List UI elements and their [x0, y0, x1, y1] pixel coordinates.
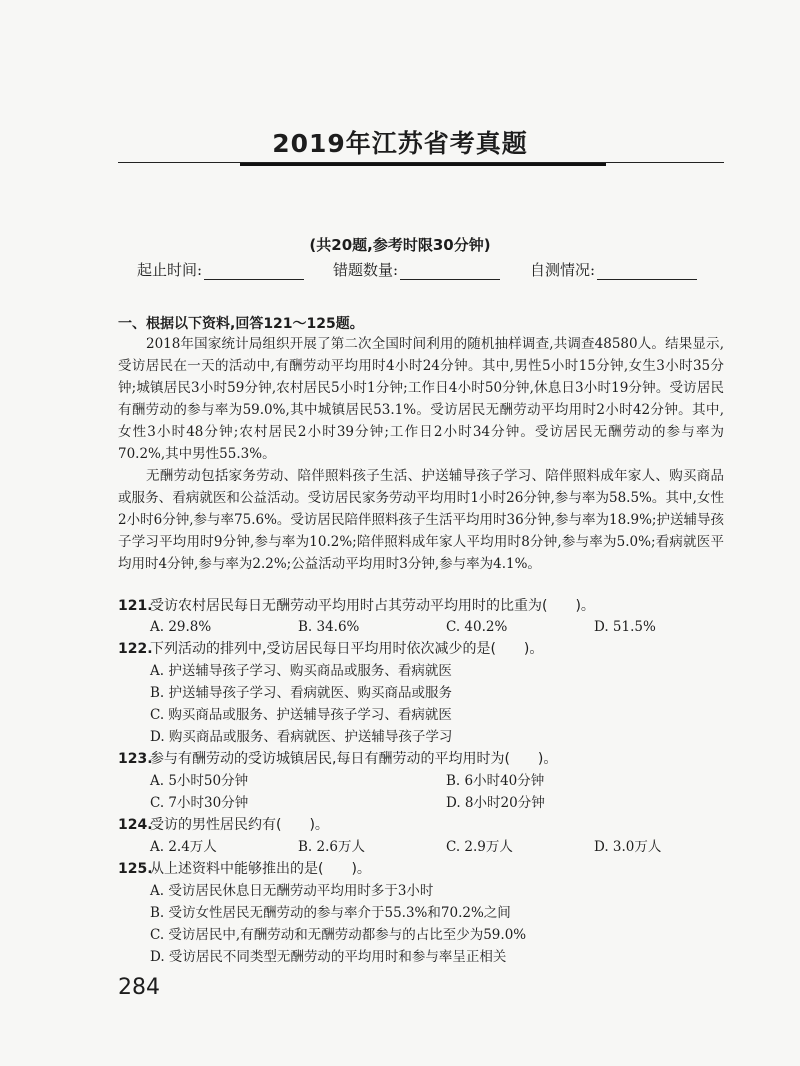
- question-number: 123.: [118, 751, 153, 767]
- question-text: 受访农村居民每日无酬劳动平均用时占其劳动平均用时的比重为( )。: [150, 598, 595, 614]
- option-a[interactable]: A. 护送辅导孩子学习、购买商品或服务、看病就医: [150, 663, 452, 679]
- question-number: 122.: [118, 641, 153, 657]
- self-test-blank: [597, 263, 697, 280]
- question-number: 125.: [118, 861, 153, 877]
- self-test-label: 自测情况:: [530, 261, 596, 279]
- option-d[interactable]: D. 51.5%: [594, 619, 656, 635]
- page-title: 2019年江苏省考真题: [272, 129, 528, 158]
- wrong-count-label: 错题数量:: [333, 261, 399, 279]
- option-a[interactable]: A. 5小时50分钟: [150, 773, 249, 789]
- option-c[interactable]: C. 40.2%: [446, 619, 508, 635]
- option-c[interactable]: C. 购买商品或服务、护送辅导孩子学习、看病就医: [150, 707, 452, 723]
- question-text: 下列活动的排列中,受访居民每日平均用时依次减少的是( )。: [150, 641, 544, 657]
- page-number: 284: [118, 975, 160, 1000]
- option-a[interactable]: A. 2.4万人: [150, 839, 217, 855]
- question-123: [118, 749, 724, 770]
- option-b[interactable]: B. 6小时40分钟: [446, 773, 545, 789]
- question-text: 受访的男性居民约有( )。: [150, 817, 329, 833]
- material-paragraph-1: 2018年国家统计局组织开展了第二次全国时间利用的随机抽样调查,共调查48580人。结果显示,受访居民在一天的活动中,有酬劳动平均用时4小时24分钟。其中,男性5小时15分钟,女生3小时35分钟;城镇居民3小时59分钟,农村居民5小时1分钟;工作日4小时50分钟,休息日3小时19分钟。受访居民有酬劳动的参与率为59.0%,其中城镇居民53.1%。受访居民无酬劳动平均用时2小时42分钟。其中,女性3小时48分钟;农村居民2小时39分钟;工作日2小时34分钟。受访居民无酬劳动的参与率为70.2%,其中男性55.3%。: [118, 336, 724, 462]
- wrong-count-blank: [400, 263, 500, 280]
- option-c[interactable]: C. 受访居民中,有酬劳动和无酬劳动都参与的占比至少为59.0%: [150, 927, 527, 943]
- question-number: 121.: [118, 598, 153, 614]
- exam-subtitle: (共20题,参考时限30分钟): [309, 236, 491, 254]
- option-b[interactable]: B. 受访女性居民无酬劳动的参与率介于55.3%和70.2%之间: [150, 905, 511, 921]
- question-125: [118, 859, 724, 880]
- question-number: 124.: [118, 817, 153, 833]
- section-heading: 一、根据以下资料,回答121～125题。: [118, 316, 364, 332]
- material-paragraph-2: 无酬劳动包括家务劳动、陪伴照料孩子生活、护送辅导孩子学习、陪伴照料成年家人、购买商品或服务、看病就医和公益活动。受访居民家务劳动平均用时1小时26分钟,参与率为58.5%。其中,女性2小时6分钟,参与率75.6%。受访居民陪伴照料孩子生活平均用时36分钟,参与率为18.9%;护送辅导孩子学习平均用时9分钟,参与率为10.2%;陪伴照料成年家人平均用时8分钟,参与率为5.0%;看病就医平均用时4分钟,参与率为2.2%;公益活动平均用时3分钟,参与率为4.1%。: [118, 468, 724, 572]
- option-b[interactable]: B. 2.6万人: [298, 839, 365, 855]
- option-d[interactable]: D. 8小时20分钟: [446, 795, 545, 811]
- option-d[interactable]: D. 受访居民不同类型无酬劳动的平均用时和参与率呈正相关: [150, 949, 507, 965]
- title-rule-bold: [240, 163, 606, 166]
- start-end-time-blank: [204, 263, 304, 280]
- option-d[interactable]: D. 购买商品或服务、看病就医、护送辅导孩子学习: [150, 729, 453, 745]
- option-b[interactable]: B. 34.6%: [298, 619, 360, 635]
- question-text: 参与有酬劳动的受访城镇居民,每日有酬劳动的平均用时为( )。: [150, 751, 558, 767]
- option-c[interactable]: C. 7小时30分钟: [150, 795, 249, 811]
- question-text: 从上述资料中能够推出的是( )。: [150, 861, 371, 877]
- question-121: [118, 596, 724, 617]
- option-a[interactable]: A. 29.8%: [150, 619, 212, 635]
- wrong-count-field: [333, 259, 500, 280]
- start-end-time-field: [137, 259, 304, 280]
- option-b[interactable]: B. 护送辅导孩子学习、看病就医、购买商品或服务: [150, 685, 453, 701]
- option-d[interactable]: D. 3.0万人: [594, 839, 662, 855]
- start-end-time-label: 起止时间:: [137, 261, 203, 279]
- option-c[interactable]: C. 2.9万人: [446, 839, 513, 855]
- option-a[interactable]: A. 受访居民休息日无酬劳动平均用时多于3小时: [150, 883, 434, 899]
- question-124: [118, 815, 724, 836]
- self-test-field: [530, 259, 697, 280]
- question-122: [118, 639, 724, 660]
